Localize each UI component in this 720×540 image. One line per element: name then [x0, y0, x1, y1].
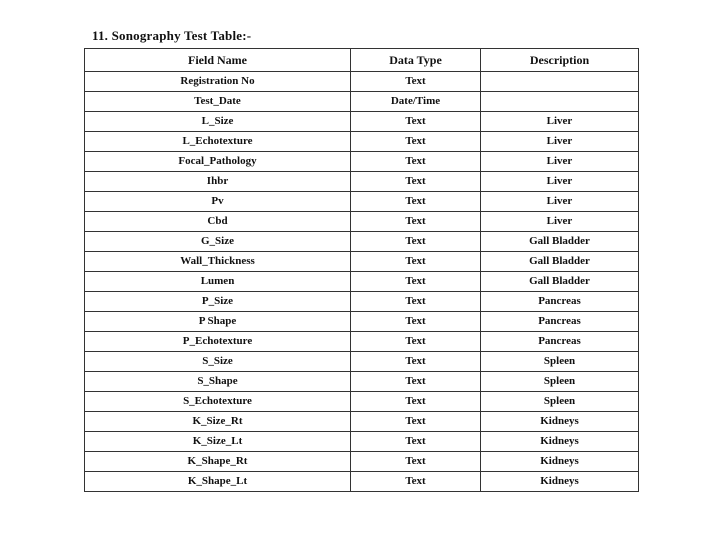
data-type-cell: Text [351, 252, 481, 272]
table-header [85, 49, 639, 72]
table-row [85, 352, 639, 372]
description-cell: Kidneys [481, 452, 639, 472]
field-name-cell: Focal_Pathology [85, 152, 351, 172]
document-title: 11. Sonography Test Table:- [92, 28, 252, 43]
description-cell: Pancreas [481, 312, 639, 332]
field-name-cell: P_Echotexture [85, 332, 351, 352]
description-cell: Liver [481, 112, 639, 132]
table-row [85, 452, 639, 472]
data-type-cell: Text [351, 412, 481, 432]
data-type-cell: Text [351, 272, 481, 292]
description-cell: Gall Bladder [481, 272, 639, 292]
description-cell: Spleen [481, 392, 639, 412]
description-cell: Liver [481, 212, 639, 232]
table-row [85, 312, 639, 332]
data-type-cell: Text [351, 212, 481, 232]
table-row [85, 292, 639, 312]
description-cell: Kidneys [481, 472, 639, 492]
data-type-cell: Text [351, 132, 481, 152]
field-name-cell: S_Size [85, 352, 351, 372]
header-data-type: Data Type [351, 49, 481, 72]
field-name-cell: Registration No [85, 72, 351, 92]
description-cell: Liver [481, 132, 639, 152]
field-name-cell: S_Shape [85, 372, 351, 392]
table-row [85, 72, 639, 92]
data-type-cell: Text [351, 312, 481, 332]
field-name-cell: Ihbr [85, 172, 351, 192]
table-row [85, 412, 639, 432]
field-name-cell: G_Size [85, 232, 351, 252]
field-name-cell: L_Size [85, 112, 351, 132]
data-type-cell: Text [351, 172, 481, 192]
data-type-cell: Text [351, 332, 481, 352]
table-row [85, 92, 639, 112]
table-row [85, 252, 639, 272]
data-type-cell: Text [351, 152, 481, 172]
data-type-cell: Text [351, 452, 481, 472]
data-type-cell: Text [351, 372, 481, 392]
description-cell: Gall Bladder [481, 252, 639, 272]
table-row [85, 472, 639, 492]
table-row [85, 332, 639, 352]
table-row [85, 372, 639, 392]
description-cell [481, 72, 639, 92]
header-row [85, 49, 639, 72]
field-name-cell: Cbd [85, 212, 351, 232]
field-name-cell: Test_Date [85, 92, 351, 112]
description-cell: Pancreas [481, 332, 639, 352]
data-type-cell: Text [351, 472, 481, 492]
table-row [85, 172, 639, 192]
table-row [85, 272, 639, 292]
data-type-cell: Text [351, 72, 481, 92]
description-cell: Liver [481, 152, 639, 172]
description-cell: Pancreas [481, 292, 639, 312]
field-name-cell: K_Size_Lt [85, 432, 351, 452]
data-type-cell: Text [351, 232, 481, 252]
description-cell: Spleen [481, 352, 639, 372]
table-row [85, 432, 639, 452]
description-cell: Gall Bladder [481, 232, 639, 252]
field-name-cell: P Shape [85, 312, 351, 332]
table-row [85, 392, 639, 412]
data-type-cell: Text [351, 292, 481, 312]
table-row [85, 152, 639, 172]
field-name-cell: K_Shape_Lt [85, 472, 351, 492]
data-type-cell: Text [351, 392, 481, 412]
table-row [85, 112, 639, 132]
table-row [85, 212, 639, 232]
data-type-cell: Text [351, 112, 481, 132]
field-name-cell: Pv [85, 192, 351, 212]
field-name-cell: K_Shape_Rt [85, 452, 351, 472]
field-name-cell: Wall_Thickness [85, 252, 351, 272]
table-row [85, 132, 639, 152]
header-description: Description [481, 49, 639, 72]
table-body [85, 72, 639, 492]
description-cell: Kidneys [481, 412, 639, 432]
data-type-cell: Date/Time [351, 92, 481, 112]
data-type-cell: Text [351, 192, 481, 212]
field-name-cell: S_Echotexture [85, 392, 351, 412]
table-row [85, 192, 639, 212]
field-name-cell: L_Echotexture [85, 132, 351, 152]
description-cell: Kidneys [481, 432, 639, 452]
description-cell [481, 92, 639, 112]
data-type-cell: Text [351, 432, 481, 452]
field-name-cell: P_Size [85, 292, 351, 312]
table-row [85, 232, 639, 252]
description-cell: Liver [481, 192, 639, 212]
sonography-test-table [84, 48, 639, 492]
description-cell: Spleen [481, 372, 639, 392]
field-name-cell: Lumen [85, 272, 351, 292]
header-field-name: Field Name [85, 49, 351, 72]
data-type-cell: Text [351, 352, 481, 372]
description-cell: Liver [481, 172, 639, 192]
field-name-cell: K_Size_Rt [85, 412, 351, 432]
